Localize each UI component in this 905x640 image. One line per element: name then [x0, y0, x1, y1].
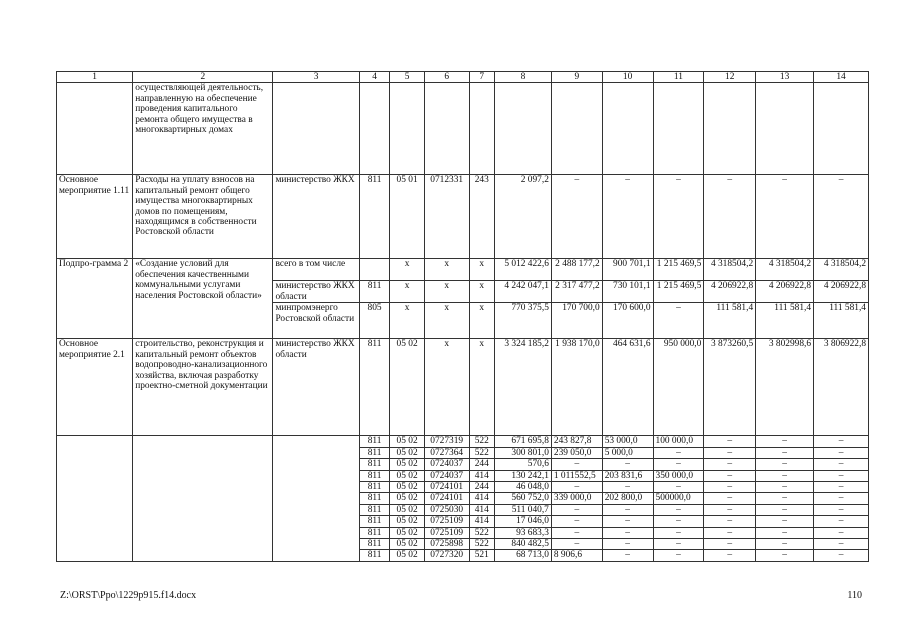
measure-description: строительство, реконструкция и капитальный ремонт объектов водопроводно-канализационного хозяйства, включая разработку проектно-сметной документации — [133, 339, 273, 436]
measure-description: Расходы на уплату взносов на капитальный ремонт общего имущества многоквартирных домов по помещениям, находящимся в собственности Ростовской области — [133, 175, 273, 259]
amount-cell: – — [551, 482, 602, 493]
amount-cell: – — [704, 504, 756, 515]
amount-cell: 170 600,0 — [602, 303, 653, 339]
amount-cell: – — [602, 550, 653, 561]
subprogram-name: Подпро-грамма 2 — [57, 259, 133, 339]
amount-cell: 68 713,0 — [494, 550, 551, 561]
rzpr-code: 05 02 — [390, 493, 425, 504]
csr-code: 0724101 — [424, 482, 469, 493]
document-path: Z:\ORST\Ppo\1229p915.f14.docx — [60, 590, 197, 601]
grbs-code: 811 — [359, 482, 389, 493]
column-number: 3 — [273, 72, 359, 83]
measure-row-2-1 — [57, 339, 869, 436]
grbs-code: 811 — [359, 516, 389, 527]
csr-code: 0725109 — [424, 527, 469, 538]
executor: всего в том числе — [273, 259, 359, 281]
rzpr-code: 05 02 — [390, 470, 425, 481]
rzpr-code: x — [390, 303, 425, 339]
amount-cell: – — [814, 470, 869, 481]
amount-cell: 339 000,0 — [551, 493, 602, 504]
amount-cell: – — [814, 493, 869, 504]
rzpr-code: 05 02 — [390, 539, 425, 550]
rzpr-code: 05 01 — [390, 175, 425, 259]
amount-cell: – — [704, 527, 756, 538]
amount-cell: – — [704, 493, 756, 504]
csr-code: 0727320 — [424, 550, 469, 561]
amount-cell: – — [756, 436, 814, 447]
continuation-row — [57, 83, 869, 175]
amount-cell: 671 695,8 — [494, 436, 551, 447]
amount-cell: 239 050,0 — [551, 447, 602, 458]
amount-cell: 350 000,0 — [653, 470, 704, 481]
executor: министерство ЖКХ — [273, 175, 359, 259]
amount-cell: – — [704, 539, 756, 550]
amount-cell: 3 806922,8 — [814, 339, 869, 436]
csr-code: 0725109 — [424, 516, 469, 527]
amount-cell: 2 488 177,2 — [551, 259, 602, 281]
grbs-code — [359, 259, 389, 281]
amount-cell: – — [551, 459, 602, 470]
amount-cell: – — [756, 447, 814, 458]
csr-code: x — [424, 281, 469, 303]
amount-cell: – — [814, 504, 869, 515]
vr-code: x — [469, 339, 494, 436]
amount-cell: 130 242,1 — [494, 470, 551, 481]
amount-cell: – — [704, 482, 756, 493]
table-row — [57, 436, 869, 447]
amount-cell: 500000,0 — [653, 493, 704, 504]
csr-code: 0727364 — [424, 447, 469, 458]
amount-cell: 4 242 047,1 — [494, 281, 551, 303]
amount-cell: 243 827,8 — [551, 436, 602, 447]
amount-cell: – — [551, 175, 602, 259]
csr-code: 0724101 — [424, 493, 469, 504]
rzpr-code: 05 02 — [390, 550, 425, 561]
csr-code: 0712331 — [424, 175, 469, 259]
rzpr-code: 05 02 — [390, 436, 425, 447]
vr-code: 414 — [469, 493, 494, 504]
amount-cell: – — [653, 527, 704, 538]
amount-cell: 2 317 477,2 — [551, 281, 602, 303]
amount-cell: 100 000,0 — [653, 436, 704, 447]
rzpr-code: 05 02 — [390, 527, 425, 538]
page-number: 110 — [847, 590, 862, 601]
amount-cell: 46 048,0 — [494, 482, 551, 493]
amount-cell: – — [551, 516, 602, 527]
amount-cell: 770 375,5 — [494, 303, 551, 339]
csr-code: 0724037 — [424, 459, 469, 470]
continued-description: осуществляющей деятельность, направленную на обеспечение проведения капитального ремонта общего имущества в многоквартирных домах — [133, 83, 273, 175]
amount-cell: – — [756, 527, 814, 538]
amount-cell: – — [653, 482, 704, 493]
amount-cell: 950 000,0 — [653, 339, 704, 436]
amount-cell: 17 046,0 — [494, 516, 551, 527]
vr-code: 522 — [469, 539, 494, 550]
empty-merged-cell — [57, 436, 133, 561]
csr-code: 0725898 — [424, 539, 469, 550]
amount-cell: – — [756, 504, 814, 515]
amount-cell: – — [704, 175, 756, 259]
amount-cell: 4 318504,2 — [704, 259, 756, 281]
csr-code: x — [424, 303, 469, 339]
amount-cell: 3 802998,6 — [756, 339, 814, 436]
measure-name: Основное мероприятие 1.11 — [57, 175, 133, 259]
measure-name: Основное мероприятие 2.1 — [57, 339, 133, 436]
amount-cell: – — [704, 470, 756, 481]
amount-cell: – — [814, 459, 869, 470]
column-number: 6 — [424, 72, 469, 83]
column-number: 7 — [469, 72, 494, 83]
amount-cell: – — [756, 459, 814, 470]
amount-cell: – — [653, 516, 704, 527]
column-number: 10 — [602, 72, 653, 83]
grbs-code: 811 — [359, 493, 389, 504]
empty-merged-cell — [133, 436, 273, 561]
amount-cell: 111 581,4 — [814, 303, 869, 339]
amount-cell: 170 700,0 — [551, 303, 602, 339]
amount-cell: 111 581,4 — [704, 303, 756, 339]
amount-cell: – — [814, 539, 869, 550]
rzpr-code: 05 02 — [390, 459, 425, 470]
grbs-code: 811 — [359, 459, 389, 470]
column-number: 5 — [390, 72, 425, 83]
amount-cell: – — [814, 447, 869, 458]
amount-cell: 2 097,2 — [494, 175, 551, 259]
amount-cell: 840 482,5 — [494, 539, 551, 550]
column-number: 4 — [359, 72, 389, 83]
amount-cell: 570,6 — [494, 459, 551, 470]
amount-cell: 53 000,0 — [602, 436, 653, 447]
subprogram-total-row — [57, 259, 869, 281]
amount-cell: 93 683,3 — [494, 527, 551, 538]
amount-cell: 202 800,0 — [602, 493, 653, 504]
amount-cell: – — [602, 516, 653, 527]
amount-cell: 111 581,4 — [756, 303, 814, 339]
executor: минпромэнерго Ростовской области — [273, 303, 359, 339]
amount-cell: 1 215 469,5 — [653, 281, 704, 303]
grbs-code: 811 — [359, 436, 389, 447]
amount-cell: 1 011552,5 — [551, 470, 602, 481]
vr-code: x — [469, 259, 494, 281]
column-number: 9 — [551, 72, 602, 83]
amount-cell: 900 701,1 — [602, 259, 653, 281]
amount-cell: – — [704, 459, 756, 470]
grbs-code: 811 — [359, 550, 389, 561]
csr-code: x — [424, 339, 469, 436]
amount-cell: 8 906,6 — [551, 550, 602, 561]
amount-cell: – — [814, 550, 869, 561]
csr-code: 0725030 — [424, 504, 469, 515]
vr-code: 521 — [469, 550, 494, 561]
rzpr-code: x — [390, 259, 425, 281]
amount-cell: – — [602, 175, 653, 259]
grbs-code: 811 — [359, 470, 389, 481]
budget-table — [56, 71, 869, 562]
column-number: 14 — [814, 72, 869, 83]
amount-cell: – — [602, 459, 653, 470]
amount-cell: – — [704, 550, 756, 561]
measure-row-1-11 — [57, 175, 869, 259]
amount-cell: 4 206922,8 — [814, 281, 869, 303]
column-number: 1 — [57, 72, 133, 83]
vr-code: 522 — [469, 436, 494, 447]
amount-cell: – — [551, 527, 602, 538]
amount-cell: – — [814, 482, 869, 493]
rzpr-code: 05 02 — [390, 504, 425, 515]
amount-cell: 203 831,6 — [602, 470, 653, 481]
amount-cell: – — [602, 482, 653, 493]
amount-cell: – — [756, 175, 814, 259]
vr-code: 522 — [469, 527, 494, 538]
csr-code: 0724037 — [424, 470, 469, 481]
amount-cell: – — [756, 550, 814, 561]
amount-cell: 4 206922,8 — [704, 281, 756, 303]
grbs-code: 811 — [359, 539, 389, 550]
empty-merged-cell — [273, 436, 359, 561]
vr-code: 244 — [469, 482, 494, 493]
amount-cell: – — [653, 303, 704, 339]
amount-cell: – — [814, 436, 869, 447]
amount-cell: – — [653, 550, 704, 561]
grbs-code: 811 — [359, 175, 389, 259]
amount-cell: 1 215 469,5 — [653, 259, 704, 281]
amount-cell: – — [814, 175, 869, 259]
grbs-code: 811 — [359, 447, 389, 458]
amount-cell: – — [756, 539, 814, 550]
amount-cell: – — [653, 504, 704, 515]
amount-cell: 3 324 185,2 — [494, 339, 551, 436]
executor: министерство ЖКХ области — [273, 339, 359, 436]
amount-cell: 730 101,1 — [602, 281, 653, 303]
amount-cell: – — [814, 527, 869, 538]
amount-cell: 300 801,0 — [494, 447, 551, 458]
amount-cell: – — [704, 436, 756, 447]
amount-cell: – — [551, 504, 602, 515]
rzpr-code: x — [390, 281, 425, 303]
amount-cell: – — [602, 504, 653, 515]
amount-cell: – — [756, 516, 814, 527]
amount-cell: 4 318504,2 — [756, 259, 814, 281]
column-number: 11 — [653, 72, 704, 83]
amount-cell: – — [814, 516, 869, 527]
vr-code: 414 — [469, 470, 494, 481]
amount-cell: 4 206922,8 — [756, 281, 814, 303]
amount-cell: – — [704, 516, 756, 527]
vr-code: 522 — [469, 447, 494, 458]
amount-cell: – — [653, 539, 704, 550]
amount-cell: – — [756, 470, 814, 481]
amount-cell: – — [551, 539, 602, 550]
rzpr-code: 05 02 — [390, 447, 425, 458]
grbs-code: 811 — [359, 281, 389, 303]
vr-code: 414 — [469, 504, 494, 515]
vr-code: 414 — [469, 516, 494, 527]
amount-cell: 464 631,6 — [602, 339, 653, 436]
amount-cell: 1 938 170,0 — [551, 339, 602, 436]
subprogram-description: «Создание условий для обеспечения качественными коммунальными услугами населения Ростовской области» — [133, 259, 273, 339]
column-number-row — [57, 72, 869, 83]
amount-cell: – — [756, 493, 814, 504]
amount-cell: 5 000,0 — [602, 447, 653, 458]
grbs-code: 805 — [359, 303, 389, 339]
amount-cell: 511 040,7 — [494, 504, 551, 515]
csr-code: x — [424, 259, 469, 281]
vr-code: 244 — [469, 459, 494, 470]
csr-code: 0727319 — [424, 436, 469, 447]
column-number: 2 — [133, 72, 273, 83]
grbs-code: 811 — [359, 504, 389, 515]
amount-cell: – — [653, 447, 704, 458]
rzpr-code: 05 02 — [390, 482, 425, 493]
rzpr-code: 05 02 — [390, 339, 425, 436]
amount-cell: – — [756, 482, 814, 493]
amount-cell: 4 318504,2 — [814, 259, 869, 281]
amount-cell: 560 752,0 — [494, 493, 551, 504]
amount-cell: 3 873260,5 — [704, 339, 756, 436]
column-number: 12 — [704, 72, 756, 83]
vr-code: x — [469, 281, 494, 303]
vr-code: x — [469, 303, 494, 339]
amount-cell: 5 012 422,6 — [494, 259, 551, 281]
column-number: 8 — [494, 72, 551, 83]
amount-cell: – — [602, 527, 653, 538]
amount-cell: – — [653, 175, 704, 259]
amount-cell: – — [704, 447, 756, 458]
executor: министерство ЖКХ области — [273, 281, 359, 303]
vr-code: 243 — [469, 175, 494, 259]
grbs-code: 811 — [359, 339, 389, 436]
column-number: 13 — [756, 72, 814, 83]
rzpr-code: 05 02 — [390, 516, 425, 527]
grbs-code: 811 — [359, 527, 389, 538]
amount-cell: – — [653, 459, 704, 470]
amount-cell: – — [602, 539, 653, 550]
